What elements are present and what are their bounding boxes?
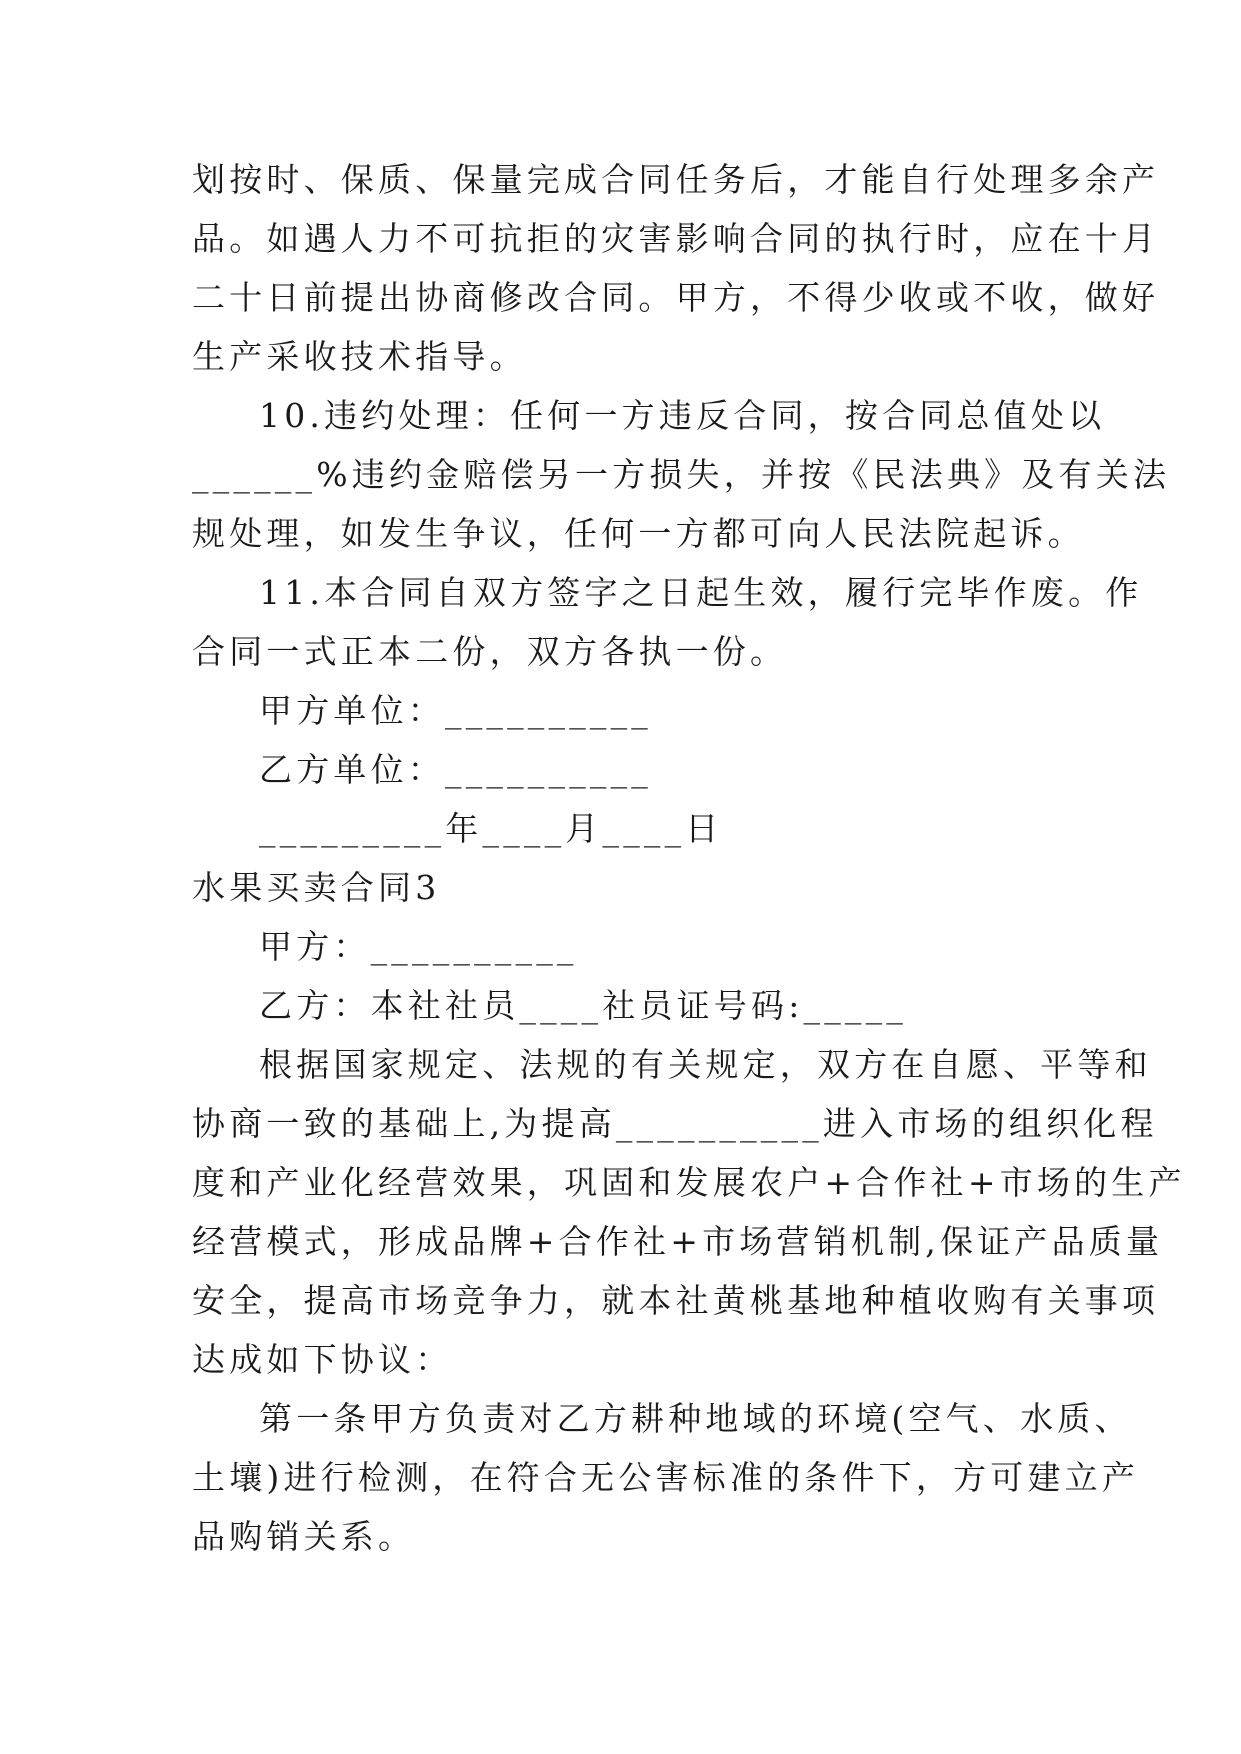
paragraph-line: ______%违约金赔偿另一方损失，并按《民法典》及有关法 [192,455,1171,494]
paragraph-line: 协商一致的基础上,为提高__________进入市场的组织化程 [192,1104,1158,1143]
party-b-line: 乙方：本社社员____社员证号码:_____ [259,986,908,1025]
article-1-line: 第一条甲方负责对乙方耕种地域的环境(空气、水质、 [259,1399,1132,1438]
clause-11-line: 11.本合同自双方签字之日起生效，履行完毕作废。作 [259,573,1143,612]
paragraph-line: 根据国家规定、法规的有关规定，双方在自愿、平等和 [259,1045,1152,1084]
paragraph-line: 达成如下协议： [192,1340,453,1379]
clause-10-line: 10.违约处理：任何一方违反合同，按合同总值处以 [259,396,1106,435]
paragraph-line: 品。如遇人力不可抗拒的灾害影响合同的执行时，应在十月 [192,219,1160,258]
paragraph-line: 土壤)进行检测，在符合无公害标准的条件下，方可建立产 [192,1458,1140,1497]
party-a-line: 甲方：__________ [259,927,578,966]
paragraph-line: 合同一式正本二份，双方各执一份。 [192,632,788,671]
date-line: _________年____月____日 [259,809,723,848]
party-b-unit-line: 乙方单位：__________ [259,750,652,789]
party-a-unit-line: 甲方单位：__________ [259,691,652,730]
paragraph-line: 规处理，如发生争议，任何一方都可向人民法院起诉。 [192,514,1085,553]
paragraph-line: 生产采收技术指导。 [192,337,527,376]
document-page [192,150,1186,1566]
paragraph-line: 经营模式，形成品牌+合作社+市场营销机制,保证产品质量 [192,1222,1164,1261]
contract-title: 水果买卖合同3 [192,868,441,907]
paragraph-line: 二十日前提出协商修改合同。甲方，不得少收或不收，做好 [192,278,1160,317]
paragraph-line: 品购销关系。 [192,1517,416,1556]
paragraph-line: 划按时、保质、保量完成合同任务后，才能自行处理多余产 [192,160,1160,199]
paragraph-line: 度和产业化经营效果，巩固和发展农户+合作社+市场的生产 [192,1163,1186,1202]
paragraph-line: 安全，提高市场竞争力，就本社黄桃基地种植收购有关事项 [192,1281,1160,1320]
